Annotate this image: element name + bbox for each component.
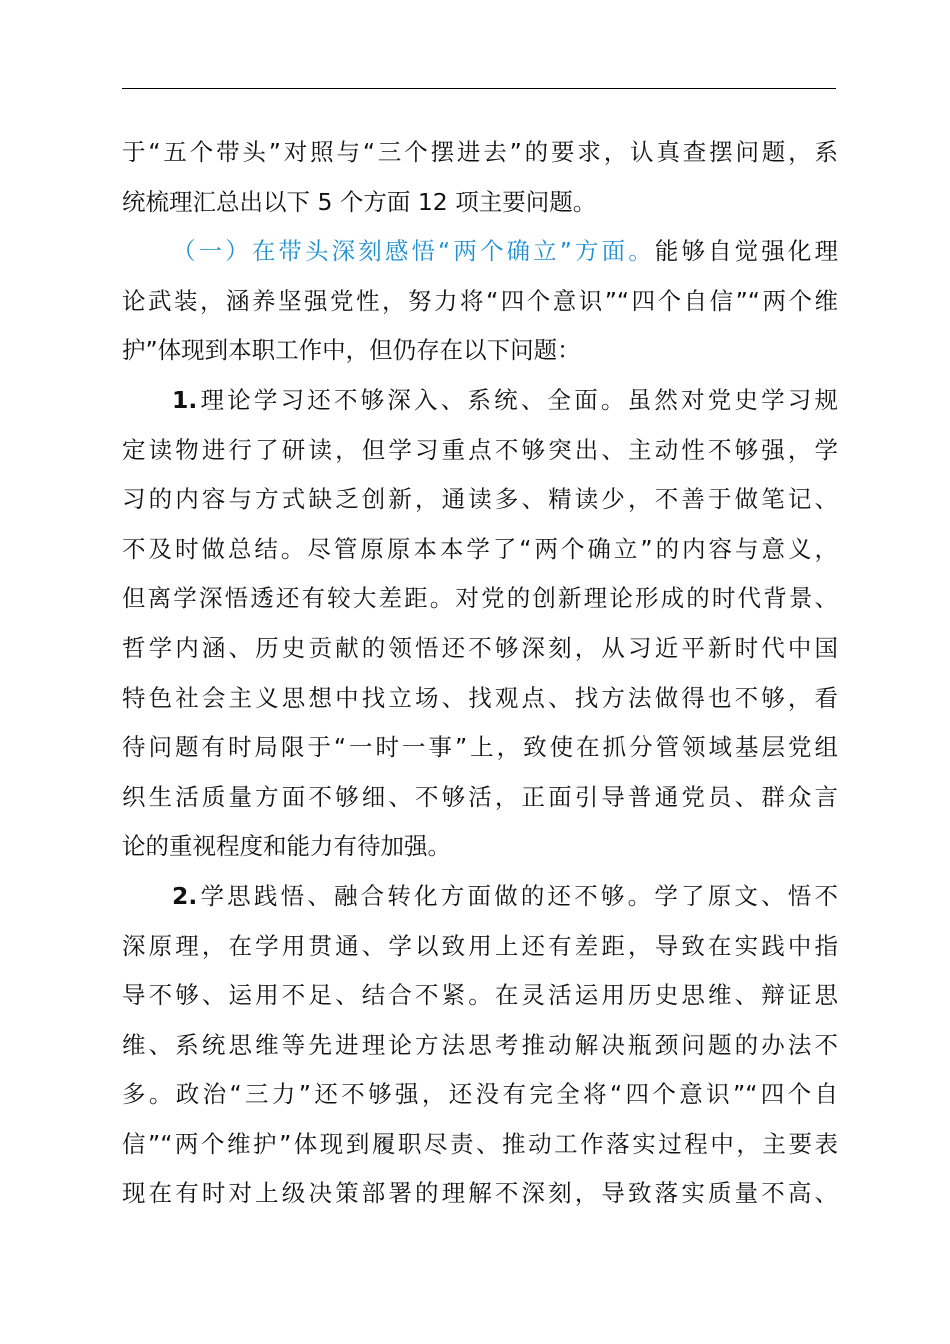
- item-text: 学思践悟、融合转化方面做的还不够。学了原文、悟不: [197, 881, 838, 910]
- paragraph-line: 统梳理汇总出以下 5 个方面 12 项主要问题。: [122, 187, 597, 216]
- item-text: 理论学习还不够深入、系统、全面。虽然对党史学习规: [197, 385, 838, 414]
- document-body: [122, 128, 838, 1219]
- section-text: 能够自觉强化理: [654, 237, 838, 266]
- header-rule: [122, 88, 836, 89]
- paragraph-line: 论武装，涵养坚强党性，努力将“四个意识”“四个自信”“两个维: [122, 286, 838, 315]
- paragraph-line: 待问题有时局限于“一时一事”上，致使在抓分管领域基层党组: [122, 733, 838, 762]
- paragraph-line: 导不够、运用不足、结合不紧。在灵活运用历史思维、辩证思: [122, 981, 838, 1010]
- paragraph-line: 维、系统思维等先进理论方法思考推动解决瓶颈问题的办法不: [122, 1030, 838, 1059]
- paragraph-line: 特色社会主义思想中找立场、找观点、找方法做得也不够，看: [122, 683, 838, 712]
- paragraph-line: 多。政治“三力”还不够强，还没有完全将“四个意识”“四个自: [122, 1080, 838, 1109]
- item-number: 2.: [172, 881, 198, 910]
- paragraph-line: 不及时做总结。尽管原原本本学了“两个确立”的内容与意义，: [122, 534, 838, 563]
- paragraph-line: 定读物进行了研读，但学习重点不够突出、主动性不够强，学: [122, 435, 838, 464]
- paragraph-line: 习的内容与方式缺乏创新，通读多、精读少，不善于做笔记、: [122, 485, 838, 514]
- paragraph-line: 织生活质量方面不够细、不够活，正面引导普通党员、群众言: [122, 782, 838, 811]
- section-heading: （一）在带头深刻感悟“两个确立”方面。: [172, 237, 655, 266]
- paragraph-line: 论的重视程度和能力有待加强。: [122, 832, 451, 861]
- item-number: 1.: [172, 385, 198, 414]
- paragraph-line: 于“五个带头”对照与“三个摆进去”的要求，认真查摆问题，系: [122, 138, 838, 166]
- paragraph-line: 信”“两个维护”体现到履职尽责、推动工作落实过程中，主要表: [122, 1129, 838, 1158]
- item-heading-line: [122, 376, 838, 426]
- paragraph-line: 但离学深悟透还有较大差距。对党的创新理论形成的时代背景、: [122, 584, 838, 613]
- paragraph-line: 哲学内涵、历史贡献的领悟还不够深刻，从习近平新时代中国: [122, 633, 838, 662]
- section-heading-line: [122, 227, 838, 277]
- paragraph-line: 护”体现到本职工作中，但仍存在以下问题：: [122, 336, 581, 365]
- paragraph-line: 深原理，在学用贯通、学以致用上还有差距，导致在实践中指: [122, 931, 838, 960]
- item-heading-line: [122, 872, 838, 922]
- paragraph-line: 现在有时对上级决策部署的理解不深刻，导致落实质量不高、: [122, 1179, 838, 1208]
